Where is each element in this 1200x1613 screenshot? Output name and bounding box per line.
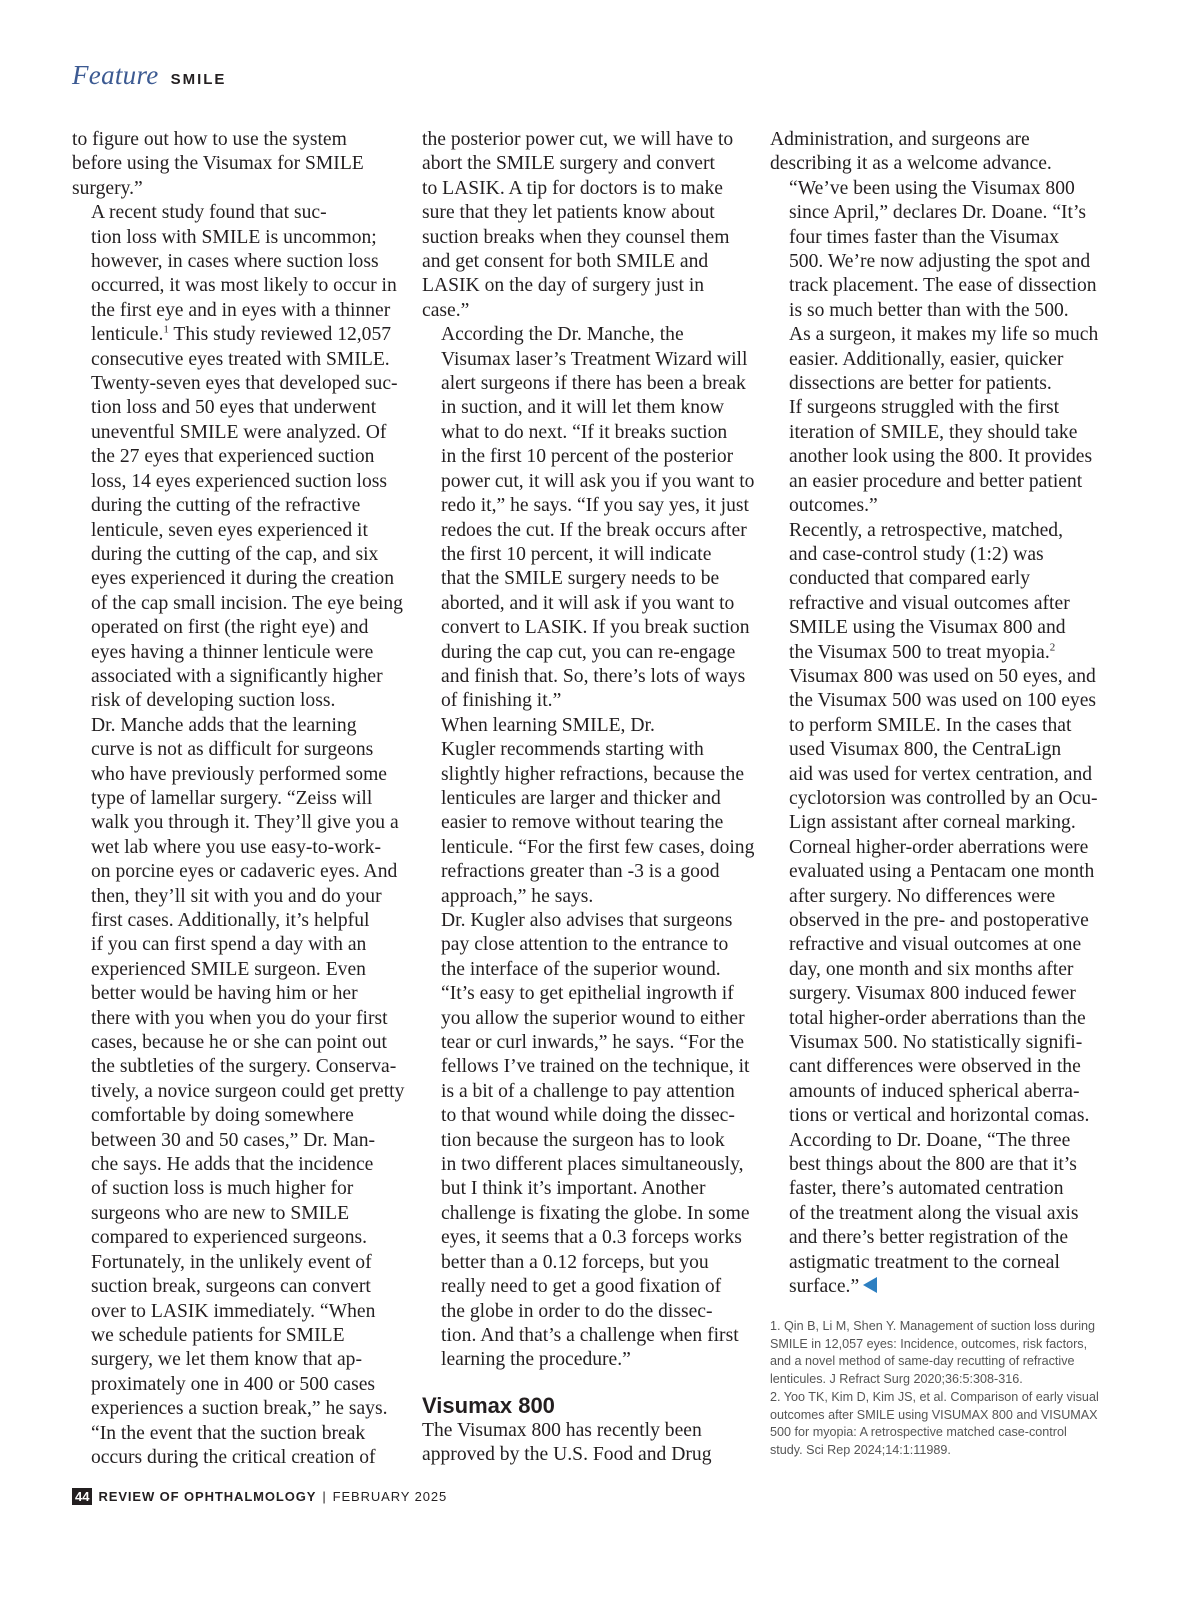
text-line: occurred, it was most likely to occur in bbox=[91, 275, 397, 297]
text-line: surgery. Visumax 800 induced fewer bbox=[789, 983, 1076, 1005]
text-line: of suction loss is much higher for bbox=[91, 1178, 354, 1200]
text-line: the interface of the superior wound. bbox=[441, 958, 721, 980]
text-line: risk of developing suction loss. bbox=[91, 690, 336, 712]
text-line: however, in cases where suction loss bbox=[91, 251, 379, 273]
text-line: and a novel method of same-day recutting of refractive bbox=[770, 1354, 1075, 1369]
text-line: loss, 14 eyes experienced suction loss bbox=[91, 470, 388, 492]
text-line: surgeons who are new to SMILE bbox=[91, 1202, 350, 1224]
text-line: che says. He adds that the incidence bbox=[91, 1154, 374, 1176]
text-line: study. Sci Rep 2024;14:1:11989. bbox=[770, 1442, 951, 1457]
text-line: operated on first (the right eye) and bbox=[91, 617, 369, 639]
text-line: before using the Visumax for SMILE bbox=[72, 153, 364, 175]
feature-label: Feature bbox=[72, 60, 159, 90]
text-line: who have previously performed some bbox=[91, 763, 388, 785]
footnote-ref[interactable]: 1 bbox=[163, 323, 169, 336]
paragraph bbox=[770, 128, 1100, 177]
text-line: suction breaks when they counsel them bbox=[422, 226, 730, 248]
text-line: lenticules. J Refract Surg 2020;36:5:308-316. bbox=[770, 1372, 1023, 1387]
text-line: SMILE using the Visumax 800 and bbox=[789, 617, 1066, 639]
text-line: evaluated using a Pentacam one month bbox=[789, 861, 1095, 883]
paragraph: Recently, a retrospective, matched, and case-control study (1:2) was conducted that compared early refractive and visual outcomes after SMILE using the Visumax 800 and the Visumax 500 to treat myopia.$^2$ Visumax 800 was used on 50 eyes, and the Visumax 500 was used on 100 eyes to perform SMILE. In the cases that used Visumax 800, the CentraLign aid was used for vertex centration, and cyclotorsion was controlled by an Ocu- Lign assistant after corneal marking. Corneal higher-order aberrations were evaluated using a Pentacam one month after surgery. No differences were observed in the pre- and postoperative refractive and visual outcomes at one day, one month and six months after surgery. Visumax 800 induced fewer total higher-order aberrations than the Visumax 500. No statistically signifi- cant differences were observed in the amounts of induced spherical aberra- tions or vertical and horizontal comas. bbox=[770, 519, 1100, 1129]
text-line: approved by the U.S. Food and Drug bbox=[422, 1444, 712, 1466]
text-line: tion. And that’s a challenge when first bbox=[441, 1324, 739, 1346]
text-line: refractive and visual outcomes at one bbox=[789, 934, 1082, 956]
text-line: in two different places simultaneously, bbox=[441, 1154, 744, 1176]
text-line: Dr. Manche adds that the learning bbox=[91, 714, 357, 736]
text-line: of the treatment along the visual axis bbox=[789, 1202, 1079, 1224]
paragraph bbox=[72, 128, 402, 201]
text-line: iteration of SMILE, they should take bbox=[789, 421, 1078, 443]
text-line: 500. We’re now adjusting the spot and bbox=[789, 251, 1091, 273]
text-line: that the SMILE surgery needs to be bbox=[441, 568, 720, 590]
text-line: type of lamellar surgery. “Zeiss will bbox=[91, 787, 373, 809]
paragraph: According to Dr. Doane, “The three best things about the 800 are that it’s faster, there’s automated centration of the treatment along the visual axis and there’s better registration of the astigmatic treatment to the corneal surface.” bbox=[770, 1129, 1100, 1300]
text-line: power cut, it will ask you if you want to bbox=[441, 470, 755, 492]
text-line: LASIK on the day of surgery just in bbox=[422, 275, 705, 297]
text-line: and get consent for both SMILE and bbox=[422, 251, 709, 273]
text-line: slightly higher refractions, because the bbox=[441, 763, 745, 785]
text-line: proximately one in 400 or 500 cases bbox=[91, 1373, 376, 1395]
text-line: first cases. Additionally, it’s helpful bbox=[91, 910, 370, 931]
text-line: uneventful SMILE were analyzed. Of bbox=[91, 421, 387, 443]
text-line: in suction, and it will let them know bbox=[441, 397, 724, 419]
text-line: redo it,” he says. “If you say yes, it just bbox=[441, 495, 749, 517]
text-line: SMILE in 12,057 eyes: Incidence, outcomes, risk factors, bbox=[770, 1336, 1088, 1351]
text-line: is a bit of a challenge to pay attention bbox=[441, 1080, 735, 1102]
text-line: the first 10 percent, it will indicate bbox=[441, 543, 712, 565]
text-line: consecutive eyes treated with SMILE. bbox=[91, 348, 390, 370]
text-line: eyes experienced it during the creation bbox=[91, 568, 395, 590]
text-line: during the cap cut, you can re-engage bbox=[441, 641, 736, 663]
text-line: there with you when you do your first bbox=[91, 1007, 388, 1029]
text-line: 2. Yoo TK, Kim D, Kim JS, et al. Comparison of early visual bbox=[770, 1389, 1099, 1404]
paragraph bbox=[422, 909, 752, 1373]
text-line: then, they’ll sit with you and do your bbox=[91, 885, 382, 907]
text-line: Kugler recommends starting with bbox=[441, 739, 704, 761]
text-line: the posterior power cut, we will have to bbox=[422, 129, 734, 150]
paragraph bbox=[422, 128, 752, 323]
text-line: the first eye and in eyes with a thinner bbox=[91, 299, 391, 321]
reference-item bbox=[770, 1318, 1100, 1389]
text-line: to LASIK. A tip for doctors is to make bbox=[422, 177, 723, 199]
reference-item bbox=[770, 1389, 1100, 1460]
text-line: of finishing it.” bbox=[441, 690, 562, 712]
text-line: used Visumax 800, the CentraLign bbox=[789, 739, 1062, 761]
text-line: total higher-order aberrations than the bbox=[789, 1007, 1086, 1029]
paragraph bbox=[422, 1419, 752, 1468]
text-line: cant differences were observed in the bbox=[789, 1056, 1081, 1078]
text-line: abort the SMILE surgery and convert bbox=[422, 153, 715, 175]
text-line: day, one month and six months after bbox=[789, 958, 1074, 980]
text-line: the 27 eyes that experienced suction bbox=[91, 446, 375, 468]
text-line: As a surgeon, it makes my life so much bbox=[789, 324, 1099, 346]
text-line: the globe in order to do the dissec- bbox=[441, 1300, 713, 1322]
text-line: lenticule. “For the first few cases, doing bbox=[441, 836, 755, 858]
text-line: four times faster than the Visumax bbox=[789, 226, 1059, 248]
references bbox=[770, 1318, 1100, 1460]
text-line: experienced SMILE surgeon. Even bbox=[91, 958, 366, 980]
text-line: better than a 0.12 forceps, but you bbox=[441, 1251, 709, 1273]
text-line: to that wound while doing the dissec- bbox=[441, 1105, 735, 1127]
text-line: easier to remove without tearing the bbox=[441, 812, 724, 834]
paragraph bbox=[72, 714, 405, 1251]
text-line: Visumax 500. No statistically signifi- bbox=[789, 1032, 1083, 1054]
paragraph bbox=[422, 323, 755, 714]
text-line: wet lab where you use easy-to-work- bbox=[91, 836, 381, 858]
text-line: tion because the surgeon has to look bbox=[441, 1129, 725, 1151]
text-line: refractions greater than -3 is a good bbox=[441, 861, 720, 883]
text-line: According to Dr. Doane, “The three bbox=[789, 1129, 1071, 1151]
text-line: If surgeons struggled with the first bbox=[789, 397, 1060, 419]
text-line: walk you through it. They’ll give you a bbox=[91, 812, 399, 834]
text-line: Fortunately, in the unlikely event of bbox=[91, 1251, 372, 1273]
text-line: tively, a novice surgeon could get pretty bbox=[91, 1080, 405, 1102]
publication-name: REVIEW OF OPHTHALMOLOGY bbox=[98, 1489, 317, 1504]
text-line: of the cap small incision. The eye being bbox=[91, 592, 403, 614]
text-line: and finish that. So, there’s lots of ways bbox=[441, 665, 746, 687]
paragraph bbox=[770, 177, 1100, 519]
end-of-article-icon bbox=[863, 1277, 877, 1293]
text-line: Recently, a retrospective, matched, bbox=[789, 519, 1064, 541]
text-line: since April,” declares Dr. Doane. “It’s bbox=[789, 202, 1087, 224]
text-line: When learning SMILE, Dr. bbox=[441, 714, 655, 736]
text-line: surgery, we let them know that ap- bbox=[91, 1349, 362, 1371]
text-line: cases, because he or she can point out bbox=[91, 1032, 387, 1054]
text-line: eyes, it seems that a 0.3 forceps works bbox=[441, 1227, 742, 1249]
text-line: lenticules are larger and thicker and bbox=[441, 787, 721, 809]
text-line: what to do next. “If it breaks suction bbox=[441, 421, 728, 443]
text-line: occurs during the critical creation of bbox=[91, 1446, 376, 1468]
text-line: lenticule, seven eyes experienced it bbox=[91, 519, 368, 541]
paragraph bbox=[422, 714, 755, 909]
text-line: in the first 10 percent of the posterior bbox=[441, 446, 734, 468]
text-line: “We’ve been using the Visumax 800 bbox=[789, 177, 1075, 199]
text-line: learning the procedure.” bbox=[441, 1349, 631, 1371]
paragraph bbox=[72, 1251, 402, 1471]
text-line: eyes having a thinner lenticule were bbox=[91, 641, 374, 663]
text-line: Visumax laser’s Treatment Wizard will bbox=[441, 348, 748, 370]
text-line: experiences a suction break,” he says. bbox=[91, 1398, 388, 1420]
text-line: refractive and visual outcomes after bbox=[789, 592, 1070, 614]
text-line: and there’s better registration of the bbox=[789, 1227, 1069, 1249]
page-footer bbox=[72, 1488, 447, 1505]
text-line: 1. Qin B, Li M, Shen Y. Management of suction loss during bbox=[770, 1319, 1096, 1333]
text-line: faster, there’s automated centration bbox=[789, 1178, 1064, 1200]
text-line: compared to experienced surgeons. bbox=[91, 1227, 368, 1249]
text-line: during the cutting of the refractive bbox=[91, 495, 361, 517]
text-line: outcomes.” bbox=[789, 495, 878, 517]
text-line: approach,” he says. bbox=[441, 885, 594, 907]
text-line: best things about the 800 are that it’s bbox=[789, 1154, 1077, 1176]
text-line: pay close attention to the entrance to bbox=[441, 934, 729, 956]
article-column-1 bbox=[72, 128, 405, 1470]
footer-separator: | bbox=[322, 1489, 327, 1504]
text-line: dissections are better for patients. bbox=[789, 373, 1052, 395]
text-line: during the cutting of the cap, and six bbox=[91, 543, 379, 565]
text-line: tion loss with SMILE is uncommon; bbox=[91, 226, 377, 248]
text-line: you allow the superior wound to either bbox=[441, 1007, 745, 1029]
text-line: better would be having him or her bbox=[91, 983, 358, 1005]
text-line: observed in the pre- and postoperative bbox=[789, 910, 1089, 931]
text-line: challenge is fixating the globe. In some bbox=[441, 1202, 750, 1224]
text-line: case.” bbox=[422, 299, 470, 321]
text-line: aborted, and it will ask if you want to bbox=[441, 592, 735, 614]
text-line: associated with a significantly higher bbox=[91, 665, 383, 687]
paragraph: A recent study found that suc- tion loss with SMILE is uncommon; however, in cases where suction loss occurred, it was most likely to occur in the first eye and in eyes with a thinner lenticule.$^1$ This study reviewed 12,057 consecutive eyes treated with SMILE. Twenty-seven eyes that developed suc- tion loss and 50 eyes that underwent uneventful SMILE were analyzed. Of the 27 eyes that experienced suction loss, 14 eyes experienced suction loss during the cutting of the refractive lenticule, seven eyes experienced it during the cutting of the cap, and six eyes experienced it during the creation of the cap small incision. The eye being operated on first (the right eye) and eyes having a thinner lenticule were associated with a significantly higher risk of developing suction loss. bbox=[72, 201, 402, 714]
text-line: redoes the cut. If the break occurs after bbox=[441, 519, 747, 541]
text-line: another look using the 800. It provides bbox=[789, 446, 1093, 468]
text-line: astigmatic treatment to the corneal bbox=[789, 1251, 1060, 1273]
text-line: and case-control study (1:2) was bbox=[789, 543, 1044, 565]
text-line: an easier procedure and better patient bbox=[789, 470, 1083, 492]
page-header bbox=[72, 60, 226, 91]
article-column-3 bbox=[770, 128, 1100, 1300]
page-number: 44 bbox=[72, 1488, 92, 1505]
text-line: but I think it’s important. Another bbox=[441, 1178, 706, 1200]
text-line: over to LASIK immediately. “When bbox=[91, 1300, 376, 1322]
text-line: curve is not as difficult for surgeons bbox=[91, 739, 374, 761]
text-line: amounts of induced spherical aberra- bbox=[789, 1080, 1080, 1102]
text-line: if you can first spend a day with an bbox=[91, 934, 367, 956]
text-line: is so much better than with the 500. bbox=[789, 299, 1069, 321]
text-line: Twenty-seven eyes that developed suc- bbox=[91, 373, 398, 395]
text-line: the subtleties of the surgery. Conserva- bbox=[91, 1056, 397, 1078]
text-line: to perform SMILE. In the cases that bbox=[789, 714, 1072, 736]
text-line: we schedule patients for SMILE bbox=[91, 1324, 345, 1346]
text-line: easier. Additionally, easier, quicker bbox=[789, 348, 1064, 370]
text-line: after surgery. No differences were bbox=[789, 885, 1056, 907]
text-line: 500 for myopia: A retrospective matched case-control bbox=[770, 1425, 1067, 1440]
text-line: to figure out how to use the system bbox=[72, 129, 347, 150]
text-line: conducted that compared early bbox=[789, 568, 1030, 590]
text-line: “It’s easy to get epithelial ingrowth if bbox=[441, 983, 734, 1005]
text-line: tion loss and 50 eyes that underwent bbox=[91, 397, 377, 419]
text-line: track placement. The ease of dissection bbox=[789, 275, 1097, 297]
text-line: describing it as a welcome advance. bbox=[770, 153, 1052, 175]
text-line: According the Dr. Manche, the bbox=[441, 324, 684, 346]
text-line: convert to LASIK. If you break suction bbox=[441, 617, 750, 639]
text-line: between 30 and 50 cases,” Dr. Man- bbox=[91, 1129, 376, 1151]
section-label: SMILE bbox=[170, 71, 227, 88]
text-line: Lign assistant after corneal marking. bbox=[789, 812, 1076, 834]
text-line: aid was used for vertex centration, and bbox=[789, 763, 1093, 785]
text-line: sure that they let patients know about bbox=[422, 202, 715, 224]
text-line: Visumax 800 was used on 50 eyes, and bbox=[789, 665, 1096, 687]
text-line: the Visumax 500 was used on 100 eyes bbox=[789, 690, 1097, 712]
text-line: “In the event that the suction break bbox=[91, 1422, 366, 1444]
text-line: alert surgeons if there has been a break bbox=[441, 373, 746, 395]
text-line: tear or curl inwards,” he says. “For the bbox=[441, 1032, 745, 1054]
text-line: Administration, and surgeons are bbox=[770, 129, 1030, 150]
text-line: fellows I’ve trained on the technique, it bbox=[441, 1056, 750, 1078]
text-line: Corneal higher-order aberrations were bbox=[789, 836, 1089, 858]
article-column-2 bbox=[422, 128, 755, 1468]
text-line: Dr. Kugler also advises that surgeons bbox=[441, 910, 733, 931]
footnote-ref[interactable]: 2 bbox=[1049, 641, 1056, 653]
text-line: comfortable by doing somewhere bbox=[91, 1105, 354, 1127]
section-subhead: Visumax 800 bbox=[422, 1392, 555, 1418]
text-line: tions or vertical and horizontal comas. bbox=[789, 1105, 1090, 1127]
text-line: A recent study found that suc- bbox=[91, 202, 327, 224]
issue-date: FEBRUARY 2025 bbox=[332, 1489, 448, 1504]
text-line: really need to get a good fixation of bbox=[441, 1276, 722, 1298]
text-line: outcomes after SMILE using VISUMAX 800 and VISUMAX bbox=[770, 1407, 1098, 1422]
text-line: The Visumax 800 has recently been bbox=[422, 1419, 702, 1441]
text-line: on porcine eyes or cadaveric eyes. And bbox=[91, 861, 398, 883]
text-line: cyclotorsion was controlled by an Ocu- bbox=[789, 787, 1098, 809]
text-line: surgery.” bbox=[72, 177, 143, 199]
text-line: suction break, surgeons can convert bbox=[91, 1276, 371, 1298]
